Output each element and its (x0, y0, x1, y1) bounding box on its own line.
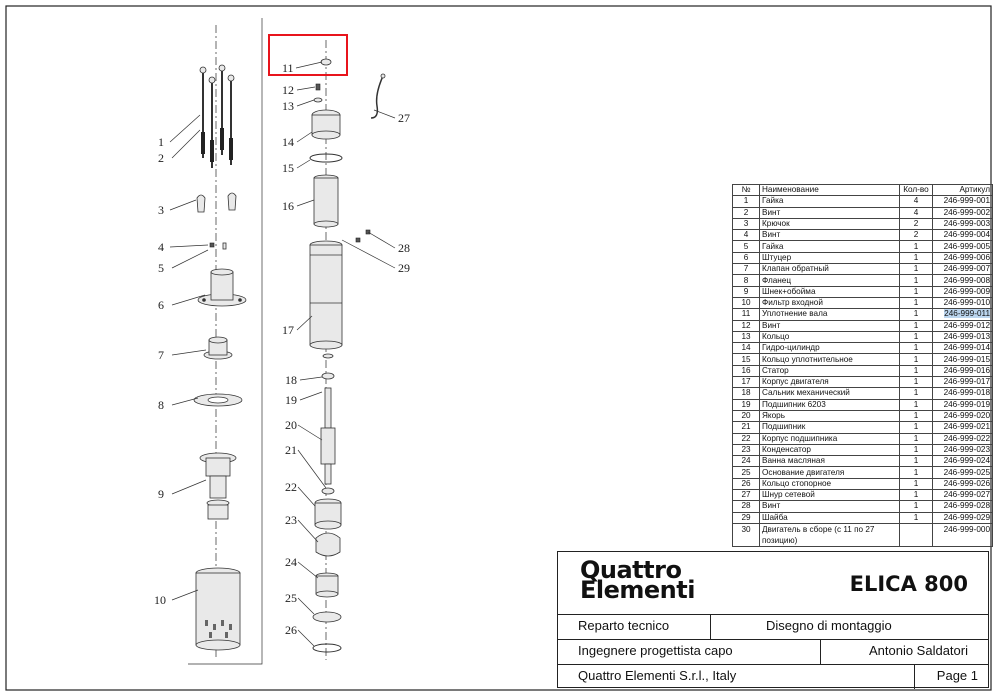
article-value: 246-999-022 (943, 433, 990, 443)
cell-no: 5 (733, 241, 760, 252)
fitting-part (198, 269, 246, 306)
highlight-box-callout-11 (268, 34, 348, 76)
logo-line-1: Quattro (580, 556, 682, 584)
col-header-qty: Кол-во (900, 185, 933, 196)
cell-no: 19 (733, 399, 760, 410)
cell-article (933, 399, 993, 410)
cell-name: Шнур сетевой (760, 490, 900, 501)
article-value: 246-999-003 (943, 219, 990, 229)
table-header-row (733, 185, 993, 196)
cell-no: 17 (733, 377, 760, 388)
table-row (733, 377, 993, 388)
cell-no: 26 (733, 478, 760, 489)
cell-name: Статор (760, 365, 900, 376)
article-value: 246-999-008 (943, 275, 990, 285)
cell-name: Клапан обратный (760, 264, 900, 275)
col-header-name: Наименование (760, 185, 900, 196)
table-row (733, 444, 993, 455)
drawing-type-label: Disegno di montaggio (766, 618, 892, 633)
cell-article (933, 478, 993, 489)
cell-name: Шнек+обойма (760, 286, 900, 297)
table-row (733, 467, 993, 478)
cell-qty: 4 (900, 196, 933, 207)
cell-name: Сальник механический (760, 388, 900, 399)
hydro-cylinder-part (312, 110, 340, 139)
cell-article (933, 433, 993, 444)
article-value: 246-999-028 (943, 501, 990, 511)
cell-no: 12 (733, 320, 760, 331)
table-row (733, 456, 993, 467)
callout-29: 29 (398, 261, 410, 275)
cell-article (933, 230, 993, 241)
cell-name: Основание двигателя (760, 467, 900, 478)
table-row (733, 354, 993, 365)
cell-article (933, 444, 993, 455)
table-row (733, 478, 993, 489)
cell-qty: 1 (900, 467, 933, 478)
bolts-group (200, 65, 234, 168)
table-row (733, 410, 993, 421)
cell-qty: 1 (900, 444, 933, 455)
article-value: 246-999-001 (943, 196, 990, 206)
table-body (733, 196, 993, 547)
cell-no: 18 (733, 388, 760, 399)
cell-name: Крючок (760, 218, 900, 229)
cell-name: Кольцо (760, 331, 900, 342)
rotor-part (321, 388, 335, 494)
title-row-engineer (558, 639, 988, 664)
cell-article (933, 320, 993, 331)
callout-26: 26 (285, 623, 297, 637)
article-value: 246-999-007 (943, 264, 990, 274)
small-screw-nut (210, 243, 226, 249)
cell-article (933, 297, 993, 308)
page-label: Page 1 (936, 668, 978, 683)
cell-no: 7 (733, 264, 760, 275)
cell-name: Гайка (760, 241, 900, 252)
cell-no: 20 (733, 410, 760, 421)
cell-name: Кольцо стопорное (760, 478, 900, 489)
cell-name: Винт (760, 501, 900, 512)
cell-article (933, 365, 993, 376)
cell-no: 30 (733, 523, 760, 546)
cell-no: 3 (733, 218, 760, 229)
article-value: 246-999-027 (943, 490, 990, 500)
table-row (733, 331, 993, 342)
cell-no: 29 (733, 512, 760, 523)
cell-qty: 1 (900, 320, 933, 331)
flange-part (194, 394, 242, 406)
table-row (733, 422, 993, 433)
oil-bath-part (316, 573, 338, 597)
table-row (733, 286, 993, 297)
department-label: Reparto tecnico (578, 618, 670, 633)
callout-8: 8 (158, 398, 164, 412)
cell-no: 8 (733, 275, 760, 286)
mech-seal-bearing (322, 354, 334, 379)
cell-article (933, 501, 993, 512)
motor-housing-part (310, 241, 342, 349)
callout-1: 1 (158, 135, 164, 149)
callout-7: 7 (158, 348, 164, 362)
cell-qty: 1 (900, 297, 933, 308)
article-value: 246-999-000 (943, 524, 990, 534)
callout-24: 24 (285, 555, 297, 569)
cell-article (933, 218, 993, 229)
callout-12: 12 (282, 83, 294, 97)
cell-no: 24 (733, 456, 760, 467)
title-block (557, 551, 989, 688)
cell-no: 2 (733, 207, 760, 218)
retaining-ring-part (313, 644, 341, 652)
article-value: 246-999-026 (943, 478, 990, 488)
motor-base-part (313, 612, 341, 622)
engineer-role-label: Ingegnere progettista capo (578, 643, 733, 658)
table-row (733, 512, 993, 523)
cell-name: Подшипник (760, 422, 900, 433)
hooks-group (197, 193, 236, 212)
table-row (733, 218, 993, 229)
cell-no: 9 (733, 286, 760, 297)
callout-20: 20 (285, 418, 297, 432)
callout-10: 10 (154, 593, 166, 607)
cell-no: 14 (733, 343, 760, 354)
article-value: 246-999-004 (943, 230, 990, 240)
cell-name: Подшипник 6203 (760, 399, 900, 410)
cell-qty: 1 (900, 410, 933, 421)
cell-article (933, 252, 993, 263)
cell-name: Корпус двигателя (760, 377, 900, 388)
cell-article (933, 309, 993, 320)
callout-15: 15 (282, 161, 294, 175)
callout-28: 28 (398, 241, 410, 255)
cell-no: 15 (733, 354, 760, 365)
cell-qty: 1 (900, 309, 933, 320)
article-value: 246-999-017 (943, 377, 990, 387)
callout-25: 25 (285, 591, 297, 605)
callout-6: 6 (158, 298, 164, 312)
cell-article (933, 343, 993, 354)
article-value: 246-999-005 (943, 241, 990, 251)
screw-ring-small (314, 84, 322, 102)
cell-qty: 1 (900, 331, 933, 342)
callout-14: 14 (282, 135, 294, 149)
cell-article (933, 196, 993, 207)
callout-3: 3 (158, 203, 164, 217)
cell-qty: 1 (900, 512, 933, 523)
table-row (733, 297, 993, 308)
article-value: 246-999-016 (943, 365, 990, 375)
table-row (733, 433, 993, 444)
cell-article (933, 523, 993, 546)
table-row (733, 241, 993, 252)
cell-name: Ванна масляная (760, 456, 900, 467)
cell-no: 16 (733, 365, 760, 376)
logo-line-2: Elementi (580, 576, 695, 604)
callout-2: 2 (158, 151, 164, 165)
cell-qty: 1 (900, 456, 933, 467)
cell-qty: 1 (900, 252, 933, 263)
article-value: 246-999-019 (943, 399, 990, 409)
article-value: 246-999-024 (943, 456, 990, 466)
cell-qty: 1 (900, 399, 933, 410)
article-value: 246-999-020 (943, 411, 990, 421)
cell-name: Штуцер (760, 252, 900, 263)
article-value: 246-999-014 (943, 343, 990, 353)
table-row (733, 523, 993, 546)
cell-name: Уплотнение вала (760, 309, 900, 320)
callout-5: 5 (158, 261, 164, 275)
title-row-department (558, 614, 988, 639)
cell-article (933, 264, 993, 275)
cell-qty: 1 (900, 241, 933, 252)
callout-16: 16 (282, 199, 294, 213)
table-row (733, 207, 993, 218)
cell-name: Фланец (760, 275, 900, 286)
callout-11: 11 (282, 61, 294, 75)
cell-name: Фильтр входной (760, 297, 900, 308)
cell-name: Якорь (760, 410, 900, 421)
cell-article (933, 410, 993, 421)
table-row (733, 365, 993, 376)
article-value: 246-999-023 (943, 444, 990, 454)
cell-qty: 4 (900, 207, 933, 218)
cell-qty: 1 (900, 388, 933, 399)
table-row (733, 196, 993, 207)
article-value: 246-999-025 (943, 467, 990, 477)
cell-qty: 1 (900, 422, 933, 433)
cell-no: 11 (733, 309, 760, 320)
cell-article (933, 354, 993, 365)
table-row (733, 490, 993, 501)
check-valve-part (204, 337, 232, 359)
cell-name: Двигатель в сборе (с 11 по 27 позицию) (760, 523, 900, 546)
impeller-part (200, 453, 236, 519)
callout-9: 9 (158, 487, 164, 501)
cell-name: Гайка (760, 196, 900, 207)
table-row (733, 264, 993, 275)
article-value: 246-999-018 (943, 388, 990, 398)
callouts (154, 61, 410, 637)
cell-article (933, 490, 993, 501)
article-value: 246-999-010 (943, 298, 990, 308)
cell-article (933, 388, 993, 399)
cell-no: 22 (733, 433, 760, 444)
cell-qty: 2 (900, 230, 933, 241)
cell-article (933, 377, 993, 388)
table-row (733, 399, 993, 410)
title-row-company (558, 664, 988, 689)
table-row (733, 275, 993, 286)
cell-qty: 2 (900, 218, 933, 229)
article-value: 246-999-011 (944, 309, 990, 319)
callout-13: 13 (282, 99, 294, 113)
cell-qty: 1 (900, 354, 933, 365)
table-row (733, 343, 993, 354)
callout-21: 21 (285, 443, 297, 457)
callout-4: 4 (158, 240, 164, 254)
cell-name: Шайба (760, 512, 900, 523)
cell-qty: 1 (900, 275, 933, 286)
cell-no: 21 (733, 422, 760, 433)
cell-qty (900, 523, 933, 546)
table-row (733, 320, 993, 331)
article-value: 246-999-021 (943, 422, 990, 432)
article-value: 246-999-006 (943, 252, 990, 262)
cell-qty: 1 (900, 478, 933, 489)
cell-name: Винт (760, 207, 900, 218)
cell-article (933, 286, 993, 297)
cell-name: Кольцо уплотнительное (760, 354, 900, 365)
cell-article (933, 331, 993, 342)
cell-article (933, 422, 993, 433)
table-row (733, 252, 993, 263)
cell-qty: 1 (900, 365, 933, 376)
filter-part (196, 568, 240, 650)
cell-no: 25 (733, 467, 760, 478)
article-value: 246-999-002 (943, 207, 990, 217)
callout-17: 17 (282, 323, 294, 337)
cell-no: 28 (733, 501, 760, 512)
col-header-no: № (733, 185, 760, 196)
company-logo (580, 556, 695, 604)
article-value: 246-999-013 (943, 332, 990, 341)
cell-article (933, 275, 993, 286)
cell-qty: 1 (900, 286, 933, 297)
article-value: 246-999-012 (943, 320, 990, 330)
cell-name: Винт (760, 230, 900, 241)
col-header-article: Артикул (933, 185, 993, 196)
cell-no: 27 (733, 490, 760, 501)
screw-washer-small (356, 230, 370, 242)
cell-qty: 1 (900, 377, 933, 388)
callout-23: 23 (285, 513, 297, 527)
cell-qty: 1 (900, 490, 933, 501)
cell-no: 4 (733, 230, 760, 241)
company-label: Quattro Elementi S.r.l., Italy (578, 668, 737, 683)
table-row (733, 309, 993, 320)
cell-qty: 1 (900, 343, 933, 354)
article-value: 246-999-015 (943, 354, 990, 364)
callout-22: 22 (285, 480, 297, 494)
table-row (733, 230, 993, 241)
parts-table (732, 184, 993, 547)
callout-19: 19 (285, 393, 297, 407)
callout-18: 18 (285, 373, 297, 387)
table-row (733, 501, 993, 512)
cell-article (933, 467, 993, 478)
cell-name: Корпус подшипника (760, 433, 900, 444)
article-value: 246-999-029 (943, 512, 990, 522)
bearing-housing-part (315, 499, 341, 529)
model-name: ELICA 800 (849, 572, 968, 596)
cell-article (933, 241, 993, 252)
stator-part (314, 175, 338, 227)
cell-no: 13 (733, 331, 760, 342)
cell-qty: 1 (900, 433, 933, 444)
cell-article (933, 512, 993, 523)
cell-no: 10 (733, 297, 760, 308)
cell-qty: 1 (900, 264, 933, 275)
cell-article (933, 207, 993, 218)
cell-qty: 1 (900, 501, 933, 512)
engineer-name-label: Antonio Saldatori (868, 643, 968, 658)
cell-article (933, 456, 993, 467)
cell-name: Конденсатор (760, 444, 900, 455)
capacitor-part (316, 533, 340, 556)
table-row (733, 388, 993, 399)
cell-no: 23 (733, 444, 760, 455)
article-value: 246-999-009 (943, 286, 990, 296)
cell-no: 6 (733, 252, 760, 263)
cell-no: 1 (733, 196, 760, 207)
callout-27: 27 (398, 111, 410, 125)
cell-name: Винт (760, 320, 900, 331)
cell-name: Гидро-цилиндр (760, 343, 900, 354)
